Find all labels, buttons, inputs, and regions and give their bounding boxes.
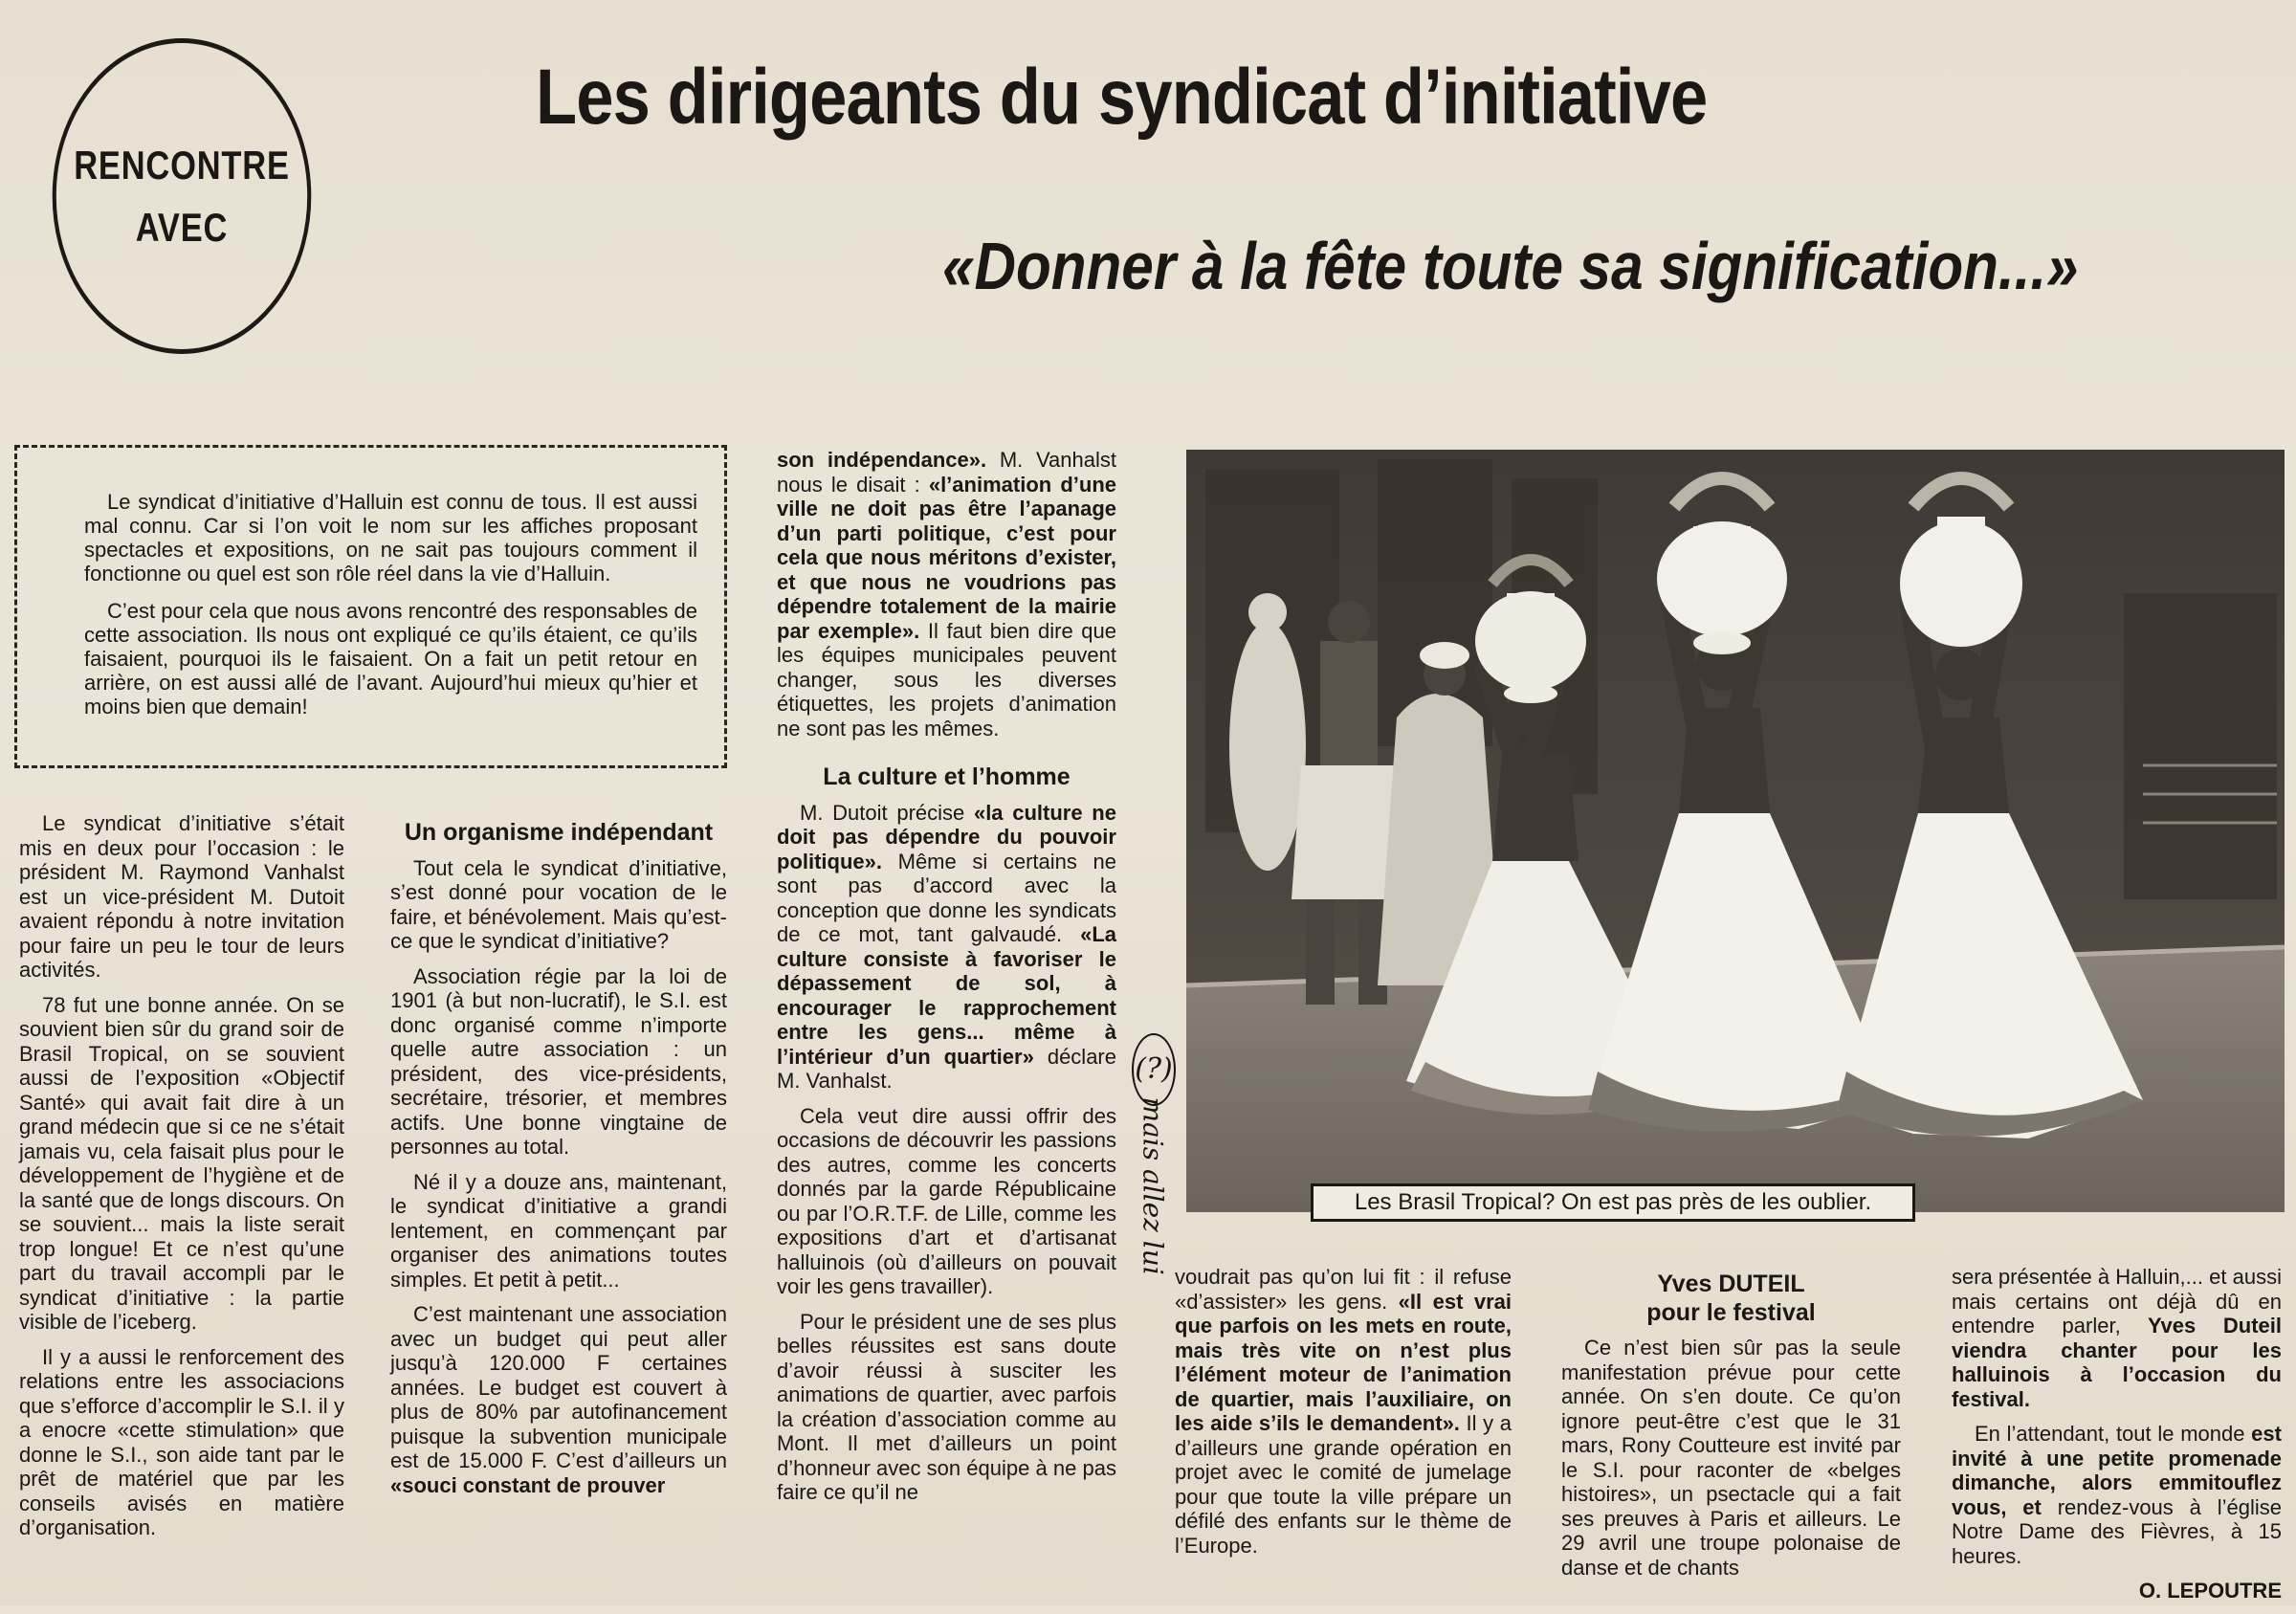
col1-paragraph-2: 78 fut une bonne année. On se souvient bien sûr du grand soir de Brasil Tropical, on se souvient aussi de l’exposition «Objectif Santé» qui avait fait dire à un grand médecin que si ce ne s’était jamais vu, cela faisait plus pour le développement de l’hygiène et de la santé que de longs discours. On se souvient... mais la liste serait trop longue! Et ce n’est qu’une part du travail accompli par le syndicat d’initiative : la partie visible de l’iceberg. [19, 992, 344, 1334]
col3-paragraph-2 [777, 801, 1116, 1094]
handwritten-annotation: mais allez lui [1137, 1096, 1169, 1275]
col2-paragraph-2: Association régie par la loi de 1901 (à but non-lucratif), le S.I. est donc organisé comme n’importe quelle autre association : un président, des vice-présidents, secrétaire, trésorier, et membres actifs. Une bonne vingtaine de personnes au total. [390, 963, 727, 1159]
col5-heading-b: pour le festival [1646, 1298, 1816, 1326]
column-2 [390, 821, 727, 1508]
col6-paragraph-2 [1952, 1422, 2282, 1568]
brasil-tropical-photo [1186, 450, 2285, 1212]
col3-p2e: déclare M. Vanhalst. [777, 1044, 1116, 1093]
col6-p2a: En l’attendant, tout le monde [1975, 1422, 2245, 1446]
col1-paragraph-3: Il y a aussi le renforcement des relations entre les associacions que s’efforce d’accomplir le S.I. il y a enocre «cette stimulation» que donne le S.I., son aide tant par le prêt de matériel que par les conseils avisés en matière d’organisation. [19, 1344, 344, 1539]
col6-p1a: sera présentée à Halluin,... et aussi mais certains ont déjà dû en entendre parler, [1952, 1265, 2282, 1338]
col2-p4-bold: «souci constant de prouver [390, 1472, 666, 1497]
dancers-photo-illustration [1186, 450, 2285, 1212]
col4-p1a: voudrait pas qu’on lui fit : il refuse «d’assister» les gens. [1175, 1265, 1512, 1314]
col6-paragraph-1 [1952, 1265, 2282, 1411]
handwritten-note [1124, 1033, 1181, 1435]
article-subtitle: «Donner à la fête toute sa signification...» [942, 229, 2079, 303]
col2-paragraph-4 [390, 1302, 727, 1497]
col3-paragraph-4: Pour le président une de ses plus belles réussites est sans doute d’avoir réussi à susciter les animations de quartier, avec parfois la création d’association comme au Mont. Il met d’ailleurs un point d’honneur avec son équipe à ne pas faire ce qu’il ne [777, 1309, 1116, 1504]
column-6 [1952, 1265, 2282, 1614]
col3-p2b-quote: «la culture ne doit pas dépendre du pouvoir politique». [777, 800, 1116, 873]
handwritten-question-mark: (?) [1132, 1033, 1176, 1106]
col4-paragraph-1 [1175, 1265, 1512, 1558]
col5-heading-a: Yves DUTEIL [1657, 1271, 1805, 1297]
col6-p1b-bold: Yves Duteil viendra chanter pour les halluinois à l’occasion du festival. [1952, 1314, 2282, 1411]
col3-lead-bold: son indépendance». [777, 448, 987, 472]
column-5 [1561, 1272, 1901, 1590]
col3-paragraph-1 [777, 448, 1116, 741]
col2-paragraph-3: Né il y a douze ans, maintenant, le syndicat d’initiative a grandi lentement, en commençant par organiser des animations toutes simples. Et petit à petit... [390, 1169, 727, 1292]
col2-paragraph-1: Tout cela le syndicat d’initiative, s’est donné pour vocation de le faire, et bénévolement. Mais qu’est-ce que le syndicat d’initiative? [390, 855, 727, 953]
byline: O. LEPOUTRE [2138, 1579, 2282, 1603]
col3-p2d-quote: «La culture consiste à favoriser le dépassement de sol, à encourager le rapprochement entre les gens... même à l’intérieur d’un quartier» [777, 922, 1116, 1069]
col4-p1b-quote: «Il est vrai que parfois on les mets en route, mais très vite on n’est plus l’élément moteur de l’animation de quartier, mais l’auxiliaire, on les aide s’ils le demandent». [1175, 1289, 1512, 1435]
col3-paragraph-3: Cela veut dire aussi offrir des occasions de découvrir les passions des autres, comme les concerts donnés par la garde Républicaine ou par l’O.R.T.F. de Lille, comme les expositions d’art et d’artisanat halluinois (où d’ailleurs on pouvait voir les gens travailler). [777, 1103, 1116, 1298]
col1-paragraph-1: Le syndicat d’initiative s’était mis en deux pour l’occasion : le président M. Raymond Vanhalst est un vice-président M. Dutoit avaient répondu à notre invitation pour faire un peu le tour de leurs activités. [19, 811, 344, 982]
col3-p1a: M. Vanhalst nous le disait : [777, 448, 1116, 497]
rencontre-avec-badge [53, 38, 312, 354]
badge-line-1: RENCONTRE [74, 142, 290, 188]
col3-heading: La culture et l’homme [823, 763, 1071, 790]
col2-heading: Un organisme indépendant [404, 819, 714, 846]
col6-p2c: rendez-vous à l’église Notre Dame des Fièvres, à 15 heures. [1952, 1494, 2282, 1568]
col4-p1c: Il y a d’ailleurs une grande opération en projet avec le comité de jumelage pour que toute la ville prépare un défilé des enfants sur le thème de l’Europe. [1175, 1411, 1512, 1558]
col3-p2a: M. Dutoit précise [800, 800, 965, 825]
photo-caption: Les Brasil Tropical? On est pas près de les oublier. [1311, 1183, 1915, 1222]
column-1 [19, 811, 344, 1551]
col6-p2b-bold: est invité à une petite promenade dimanche, alors emmitouflez vous, et [1952, 1422, 2282, 1519]
badge-line-2: AVEC [135, 205, 229, 250]
intro-paragraph-1: Le syndicat d’initiative d’Halluin est connu de tous. Il est aussi mal connu. Car si l’on voit le nom sur les affiches proposant spectacles et expositions, on ne sait pas toujours comment il fonctionne ou quel est son rôle réel dans la vie d’Halluin. [84, 490, 697, 586]
column-4 [1175, 1265, 1512, 1568]
article-title: Les dirigeants du syndicat d’initiative [536, 54, 1708, 141]
col3-p1b-quote: «l’animation d’une ville ne doit pas être l’apanage d’un parti politique, c’est pour cela que nous méritons d’exister, et que nous ne voudrions pas dépendre totalement de la mairie par exemple». [777, 472, 1116, 643]
col3-p1c: Il faut bien dire que les équipes municipales peuvent changer, sous les diverses étiquettes, les projets d’animation ne sont pas les mêmes. [777, 618, 1116, 741]
col3-p2c: Même si certains ne sont pas d’accord avec la conception que donne les syndicats de ce mot, tant galvaudé. [777, 849, 1116, 946]
col5-paragraph-1: Ce n’est bien sûr pas la seule manifestation prévue pour cette année. On s’en doute. Ce qu’on ignore peut-être c’est que le 31 mars, Rony Coutteure est invité par le S.I. pour raconter de «belges histoires», un psectacle qui a fait ses preuves à Paris et ailleurs. Le 29 avril une troupe polonaise de danse et de chants [1561, 1336, 1901, 1580]
col2-p4-text: C’est maintenant une association avec un budget qui peut aller jusqu’à 120.000 F certaines années. Le budget est couvert à plus de 80% par autofinancement puisque la subvention municipale est de 15.000 F. C’est d’ailleurs un [390, 1302, 727, 1472]
intro-box [14, 445, 727, 768]
column-3 [777, 448, 1116, 1515]
intro-paragraph-2: C’est pour cela que nous avons rencontré des responsables de cette association. Ils nous ont expliqué ce qu’ils étaient, ce qu’ils faisaient, pourquoi ils le faisaient. On a fait un petit retour en arrière, on est aussi allé de l’avant. Aujourd’hui mieux qu’hier et moins bien que demain! [84, 599, 697, 719]
